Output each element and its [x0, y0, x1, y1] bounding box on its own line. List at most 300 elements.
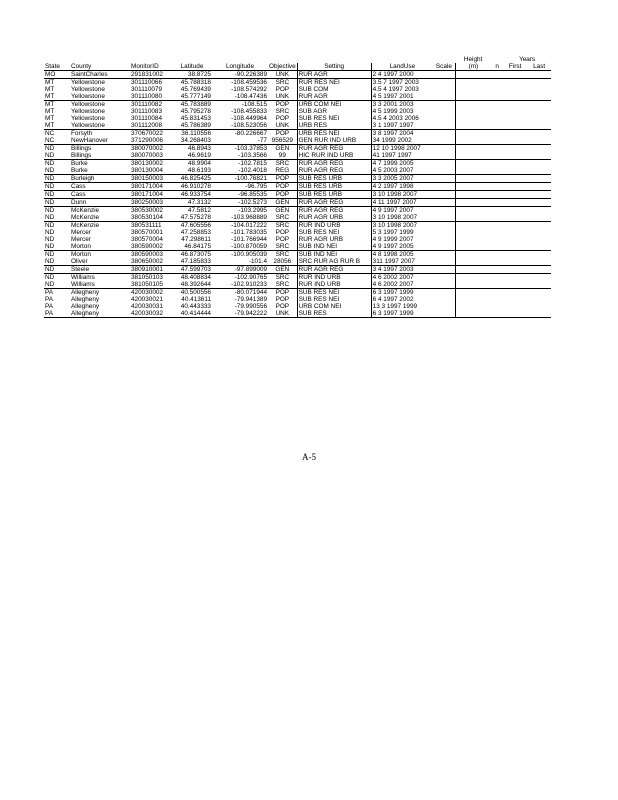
table-row — [44, 191, 551, 199]
scale-cell — [433, 236, 455, 243]
monitor-id-cell: 301110083 — [131, 108, 163, 115]
empty-cell — [527, 101, 551, 109]
empty-cell — [491, 274, 503, 282]
empty-cell — [455, 145, 491, 153]
land-use-header: LandUse — [389, 63, 416, 70]
longitude-cell: -102.4018 — [238, 167, 267, 174]
longitude-cell: -96.795 — [212, 183, 268, 191]
setting-cell: SRC RUR AG RUR B — [297, 258, 371, 266]
state-cell: ND — [45, 258, 55, 265]
setting-cell: RUR AGR URB — [297, 236, 371, 243]
empty-cell — [455, 191, 491, 199]
scale-cell — [433, 199, 455, 207]
latitude-cell: 38.8725 — [172, 71, 212, 79]
scale-cell — [433, 310, 455, 318]
empty-cell — [527, 296, 551, 303]
empty-cell — [455, 183, 491, 191]
empty-cell — [455, 101, 491, 109]
objective-cell: GEN — [268, 199, 297, 207]
empty-cell — [503, 296, 527, 303]
empty-cell — [503, 207, 527, 215]
empty-cell — [455, 251, 491, 259]
scale-cell — [433, 229, 455, 236]
county-cell: Allegheny — [71, 296, 100, 303]
empty-cell — [503, 152, 527, 160]
empty-cell — [527, 236, 551, 243]
land-use-cell: 4.5 4 2003 2006 — [372, 115, 419, 122]
table-row — [44, 258, 551, 266]
county-cell: NewHanover — [71, 137, 108, 144]
empty-cell — [491, 207, 503, 215]
empty-cell — [503, 229, 527, 236]
empty-cell — [491, 167, 503, 175]
empty-cell — [491, 183, 503, 191]
empty-cell — [527, 303, 551, 310]
table-row — [44, 207, 551, 215]
monitor-id-cell: 380590002 — [131, 243, 163, 250]
objective-header: Objective — [269, 63, 296, 70]
scale-cell — [433, 251, 455, 259]
state-cell: ND — [44, 160, 70, 168]
monitor-id-cell: 380130002 — [130, 160, 172, 168]
empty-cell — [503, 243, 527, 251]
empty-cell — [503, 79, 527, 87]
objective-cell: GEN — [268, 145, 297, 153]
objective-cell: SRC — [268, 214, 297, 222]
scale-cell — [433, 115, 455, 122]
longitude-cell: -100.870059 — [231, 243, 267, 250]
empty-cell — [491, 79, 503, 87]
setting-cell: SUB RES NEI — [297, 115, 371, 122]
empty-cell — [503, 236, 527, 243]
objective-cell: POP — [268, 296, 297, 303]
state-cell: ND — [44, 199, 70, 207]
empty-cell — [503, 251, 527, 259]
empty-cell — [455, 258, 491, 266]
table-row — [44, 296, 551, 303]
empty-cell — [527, 86, 551, 93]
empty-cell — [455, 86, 491, 93]
scale-cell — [433, 303, 455, 310]
state-cell: MO — [44, 71, 70, 79]
monitor-id-cell: 380070003 — [131, 152, 163, 159]
latitude-cell: 47.5812 — [172, 207, 212, 215]
scale-cell — [433, 167, 455, 175]
land-use-cell: 6 3 1997 1999 — [371, 310, 433, 318]
empty-cell — [527, 266, 551, 274]
empty-cell — [455, 137, 491, 145]
land-use-cell: 3 10 1998 2007 — [372, 214, 418, 221]
longitude-cell: -103.968889 — [231, 214, 267, 221]
land-use-cell: 4 5 2003 2007 — [372, 167, 414, 174]
empty-cell — [491, 229, 503, 236]
scale-cell — [433, 258, 455, 266]
land-use-cell: 4 6 2002 2007 — [372, 281, 414, 288]
longitude-cell: -80.226667 — [212, 130, 268, 138]
objective-cell: POP — [268, 115, 297, 122]
table-row — [44, 274, 551, 282]
empty-cell — [503, 122, 527, 130]
latitude-cell: 47.599703 — [172, 266, 212, 274]
empty-cell — [491, 137, 503, 145]
longitude-cell: -108.523056 — [231, 122, 267, 129]
county-cell: Yellowstone — [71, 93, 105, 100]
setting-cell: SUB RES — [297, 310, 371, 318]
empty-cell — [455, 303, 491, 310]
county-cell: Steele — [70, 266, 130, 274]
scale-cell — [433, 274, 455, 282]
empty-cell — [503, 145, 527, 153]
state-cell: MT — [45, 86, 55, 93]
monitor-id-cell: 380530104 — [131, 214, 163, 221]
longitude-cell: -101.4 — [248, 258, 267, 265]
setting-cell: SUB RES URB — [297, 175, 371, 183]
monitor-id-cell: 381050103 — [130, 274, 172, 282]
table-row — [44, 160, 551, 168]
empty-cell — [527, 152, 551, 160]
empty-cell — [503, 274, 527, 282]
setting-cell: HIC RUR IND URB — [297, 152, 371, 160]
header-row — [44, 63, 551, 71]
empty-cell — [491, 222, 503, 230]
objective-cell: SRC — [268, 274, 297, 282]
empty-cell — [491, 243, 503, 251]
empty-cell — [491, 86, 503, 93]
state-cell: ND — [44, 191, 70, 199]
setting-cell: RUR RES NEI — [297, 79, 371, 87]
state-cell: ND — [45, 229, 55, 236]
scale-cell — [433, 130, 455, 138]
monitor-id-cell: 380150003 — [130, 175, 172, 183]
latitude-cell: 47.3132 — [172, 199, 212, 207]
empty-cell — [491, 175, 503, 183]
latitude-cell: 45.777149 — [180, 93, 211, 100]
county-cell: Yellowstone — [71, 115, 105, 122]
setting-cell: RUR AGR URB — [297, 214, 371, 222]
county-cell: McKenzie — [71, 214, 100, 221]
objective-cell: SRC — [268, 222, 297, 230]
longitude-cell: -102.90765 — [212, 274, 268, 282]
setting-cell: SUB RES NEI — [297, 229, 371, 236]
state-cell: ND — [45, 236, 55, 243]
scale-cell — [433, 175, 455, 183]
state-cell: ND — [44, 145, 70, 153]
objective-cell: UNK — [268, 310, 297, 318]
latitude-cell: 45.783889 — [172, 101, 212, 109]
empty-cell — [455, 266, 491, 274]
empty-cell — [491, 199, 503, 207]
land-use-cell: 13 3 1997 1999 — [372, 303, 418, 310]
land-use-cell: 3.5 7 1997 2003 — [371, 79, 433, 87]
empty-cell — [455, 130, 491, 138]
empty-cell — [503, 281, 527, 289]
longitude-cell: -101.783035 — [231, 229, 267, 236]
latitude-cell: 40.443333 — [180, 303, 211, 310]
longitude-cell: -79.942222 — [212, 310, 268, 318]
empty-cell — [491, 108, 503, 115]
land-use-cell: 3 10 1998 2007 — [371, 191, 433, 199]
monitor-id-cell: 380070002 — [130, 145, 172, 153]
table-row — [44, 86, 551, 93]
table-row — [44, 101, 551, 109]
empty-cell — [503, 191, 527, 199]
setting-cell: SUB RES NEI — [297, 296, 371, 303]
land-use-cell: 41 1997 1997 — [372, 152, 412, 159]
setting-cell: RUR AGR REG — [297, 145, 371, 153]
state-cell: ND — [44, 274, 70, 282]
objective-cell: GEN — [268, 207, 297, 215]
longitude-cell: -102.910233 — [231, 281, 267, 288]
empty-cell — [491, 236, 503, 243]
monitor-id-cell: 420030002 — [130, 289, 172, 297]
setting-cell: URB COM NEI — [297, 101, 371, 109]
empty-cell — [491, 115, 503, 122]
scale-cell — [433, 214, 455, 222]
empty-cell — [527, 251, 551, 259]
empty-cell — [491, 160, 503, 168]
latitude-cell: 40.500556 — [172, 289, 212, 297]
scale-cell — [433, 122, 455, 130]
objective-cell: SRC — [268, 108, 297, 115]
longitude-header: Longitude — [225, 63, 255, 70]
setting-cell: SUB AGR — [297, 108, 371, 115]
empty-cell — [503, 214, 527, 222]
table-body — [44, 71, 551, 318]
setting-cell: SUB IND NEI — [297, 243, 371, 251]
county-cell: Burke — [70, 160, 130, 168]
objective-cell: POP — [268, 175, 297, 183]
monitor-id-cell: 301110082 — [130, 101, 172, 109]
monitor-id-cell: 380650002 — [131, 258, 163, 265]
county-cell: McKenzie — [70, 207, 130, 215]
table-row — [44, 229, 551, 236]
empty-cell — [503, 108, 527, 115]
table-row — [44, 79, 551, 87]
monitor-id-cell: 291831002 — [130, 71, 172, 79]
monitor-id-cell: 420030031 — [131, 303, 163, 310]
empty-cell — [503, 183, 527, 191]
table-row — [44, 137, 551, 145]
county-cell: Williams — [71, 281, 95, 288]
longitude-cell: -101.766944 — [231, 236, 267, 243]
longitude-cell: -108.47436 — [234, 93, 267, 100]
land-use-cell: 4 9 1999 2007 — [372, 236, 414, 243]
setting-cell: RUR AGR REG — [297, 160, 371, 168]
empty-cell — [455, 289, 491, 297]
state-cell: ND — [45, 281, 55, 288]
latitude-cell: 45.831453 — [180, 115, 211, 122]
state-cell: PA — [44, 289, 70, 297]
empty-cell — [503, 199, 527, 207]
county-cell: Morton — [71, 243, 91, 250]
empty-cell — [455, 274, 491, 282]
setting-cell: RUR AGR REG — [297, 167, 371, 175]
land-use-cell: 4 6 2002 2007 — [371, 274, 433, 282]
empty-cell — [491, 71, 503, 79]
empty-cell — [491, 122, 503, 130]
empty-cell — [455, 79, 491, 87]
objective-cell: SRC — [268, 243, 297, 251]
objective-cell: REG — [268, 167, 297, 175]
monitor-id-cell: 380531111 — [130, 222, 172, 230]
scale-cell — [433, 79, 455, 87]
state-cell: NC — [44, 130, 70, 138]
table-row — [44, 303, 551, 310]
county-cell: Oliver — [71, 258, 88, 265]
objective-cell: GEN — [268, 266, 297, 274]
land-use-cell: 4 9 1997 2007 — [371, 207, 433, 215]
monitor-id-cell: 380130004 — [131, 167, 163, 174]
table-row — [44, 71, 551, 79]
page-number: A-5 — [302, 452, 316, 462]
state-cell: PA — [45, 303, 54, 310]
empty-cell — [491, 289, 503, 297]
longitude-cell: -108.449964 — [231, 115, 267, 122]
setting-cell: RUR IND URB — [297, 222, 371, 230]
longitude-cell: -77 — [257, 137, 267, 144]
objective-cell: POP — [268, 86, 297, 93]
empty-cell — [527, 145, 551, 153]
height-header: Height — [463, 56, 483, 63]
setting-cell: URB COM NEI — [297, 303, 371, 310]
objective-cell: SRC — [268, 79, 297, 87]
empty-cell — [527, 191, 551, 199]
table-row — [44, 183, 551, 191]
empty-cell — [491, 303, 503, 310]
monitor-id-cell: 420030021 — [131, 296, 163, 303]
latitude-cell: 48.9904 — [172, 160, 212, 168]
state-cell: ND — [45, 167, 55, 174]
monitor-id-cell: 301110084 — [131, 115, 163, 122]
longitude-cell: -97.899009 — [212, 266, 268, 274]
empty-cell — [491, 258, 503, 266]
latitude-cell: 48.392644 — [180, 281, 211, 288]
objective-cell: 956529 — [268, 137, 297, 145]
land-use-cell: 4.5 4 1997 2003 — [372, 86, 419, 93]
scale-cell — [433, 191, 455, 199]
table-row — [44, 310, 551, 318]
monitor-id-cell: 380590003 — [130, 251, 172, 259]
monitor-id-cell: 380910001 — [130, 266, 172, 274]
land-use-cell: 3 1 1997 1997 — [372, 122, 414, 129]
empty-cell — [527, 115, 551, 122]
empty-cell — [527, 160, 551, 168]
land-use-cell: 34 1999 2002 — [372, 137, 412, 144]
empty-cell — [491, 214, 503, 222]
empty-cell — [455, 310, 491, 318]
scale-cell — [433, 222, 455, 230]
county-cell: Williams — [70, 274, 130, 282]
empty-cell — [503, 167, 527, 175]
land-use-cell: 3 10 1998 2007 — [371, 222, 433, 230]
empty-cell — [491, 310, 503, 318]
empty-cell — [455, 175, 491, 183]
table-row — [44, 122, 551, 130]
setting-cell: RUR AGR — [297, 93, 371, 101]
empty-cell — [503, 175, 527, 183]
empty-cell — [527, 258, 551, 266]
monitor-id-cell: 380171004 — [130, 191, 172, 199]
scale-cell — [433, 281, 455, 289]
empty-cell — [527, 199, 551, 207]
county-cell: Cass — [70, 191, 130, 199]
longitude-cell: -80.071944 — [212, 289, 268, 297]
empty-cell — [527, 167, 551, 175]
monitor-id-cell: 420030032 — [130, 310, 172, 318]
monitor-id-cell: 380250003 — [130, 199, 172, 207]
land-use-cell: 4 7 1999 2005 — [371, 160, 433, 168]
empty-cell — [527, 130, 551, 138]
latitude-cell: 45.769439 — [180, 86, 211, 93]
objective-cell: UNK — [268, 71, 297, 79]
county-cell: Allegheny — [70, 310, 130, 318]
table-row — [44, 93, 551, 101]
objective-cell: SRC — [268, 251, 297, 259]
table-row — [44, 145, 551, 153]
state-cell: PA — [44, 310, 70, 318]
empty-cell — [491, 251, 503, 259]
latitude-cell: 48.6193 — [187, 167, 211, 174]
setting-cell: RUR AGR — [297, 71, 371, 79]
setting-cell: SUB COM — [297, 86, 371, 93]
longitude-cell: -100.76821 — [212, 175, 268, 183]
monitor-table — [44, 56, 551, 318]
empty-cell — [455, 229, 491, 236]
land-use-cell: 6 4 1997 2002 — [372, 296, 414, 303]
latitude-header: Latitude — [180, 63, 204, 70]
latitude-cell: 45.788318 — [172, 79, 212, 87]
latitude-cell: 48.408834 — [172, 274, 212, 282]
setting-cell: SUB RES URB — [297, 191, 371, 199]
county-cell: Dunn — [70, 199, 130, 207]
empty-cell — [491, 296, 503, 303]
county-cell: Burke — [71, 167, 88, 174]
empty-cell — [527, 71, 551, 79]
table-row — [44, 214, 551, 222]
scale-cell — [433, 266, 455, 274]
empty-cell — [503, 160, 527, 168]
n-header: n — [495, 63, 499, 70]
state-cell: MT — [45, 108, 55, 115]
monitor-id-cell: 371290006 — [131, 137, 163, 144]
empty-cell — [491, 191, 503, 199]
monitor-id-cell: 380530002 — [130, 207, 172, 215]
county-cell: SaintCharles — [70, 71, 130, 79]
setting-cell: RUR IND URB — [297, 281, 371, 289]
county-cell: Yellowstone — [70, 101, 130, 109]
empty-cell — [491, 145, 503, 153]
monitor-id-cell: 301110080 — [131, 93, 163, 100]
state-cell: ND — [44, 183, 70, 191]
monitor-id-cell: 380570004 — [131, 236, 163, 243]
state-header: State — [45, 63, 60, 70]
land-use-cell: 5 3 1997 1999 — [372, 229, 414, 236]
longitude-cell: -108.515 — [212, 101, 268, 109]
longitude-cell: -102.7815 — [212, 160, 268, 168]
state-cell: ND — [44, 175, 70, 183]
county-cell: Yellowstone — [71, 122, 105, 129]
empty-cell — [503, 303, 527, 310]
county-cell: Mercer — [71, 229, 91, 236]
latitude-cell: 46.8943 — [172, 145, 212, 153]
empty-cell — [455, 122, 491, 130]
land-use-cell: 4 2 1997 1998 — [371, 183, 433, 191]
state-cell: ND — [45, 214, 55, 221]
table-row — [44, 222, 551, 230]
table-row — [44, 243, 551, 251]
empty-cell — [491, 93, 503, 101]
land-use-cell: 2 4 1997 2000 — [371, 71, 433, 79]
